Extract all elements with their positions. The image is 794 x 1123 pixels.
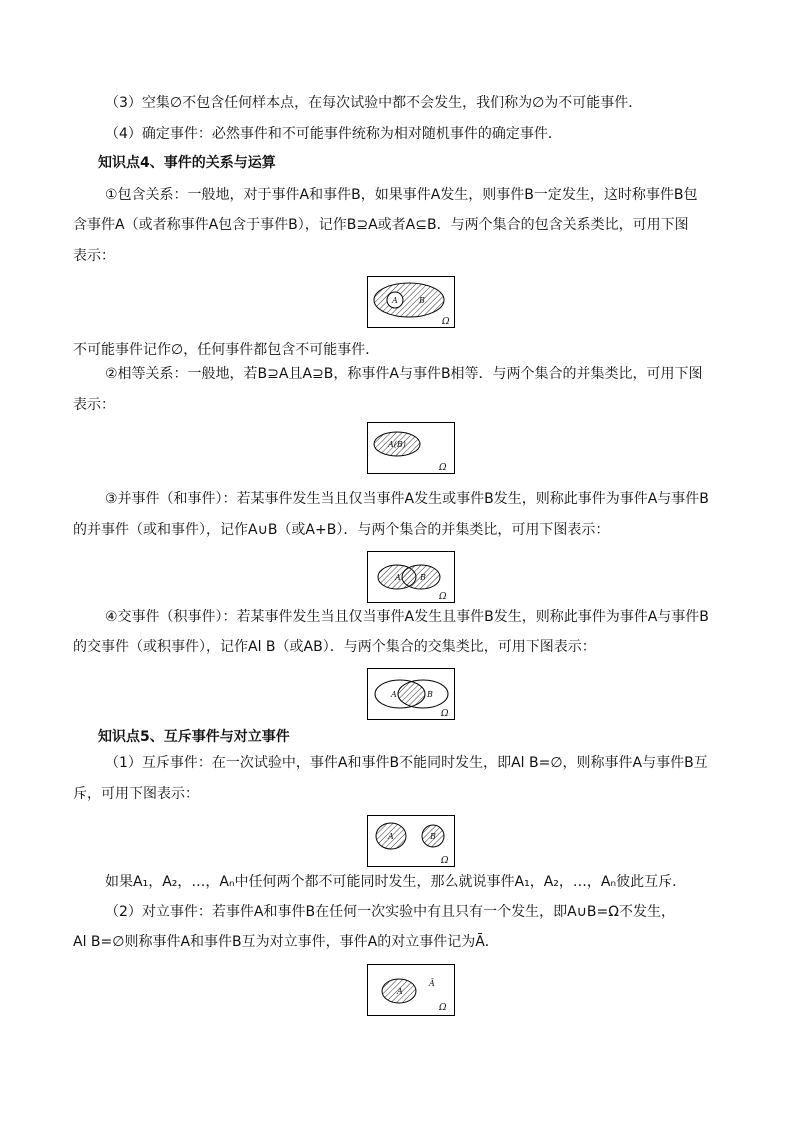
text-line-union-2: 的并事件（或和事件），记作A∪B（或A+B）．与两个集合的并集类比，可用下图表示：	[73, 522, 610, 538]
text-line-equality-1: ②相等关系：一般地，若B⊇A且A⊇B，称事件A与事件B相等．与两个集合的并集类比，可用下图	[105, 366, 703, 382]
text-line-complementary-1: （2）对立事件：若事件A和事件B在任何一次实验中有且只有一个发生，即A∪B=Ω不发生，	[105, 904, 675, 920]
venn-label: A	[391, 690, 397, 699]
venn-inclusion-figure	[367, 276, 455, 328]
omega-label: Ω	[441, 856, 449, 866]
text-line-impossible-subset: 不可能事件记作∅，任何事件都包含不可能事件．	[73, 342, 380, 358]
venn-mutually-exclusive-figure	[367, 815, 455, 867]
venn-complement-label: Ā	[429, 979, 435, 988]
text-line-inclusion-3: 表示：	[73, 248, 115, 264]
text-line-impossible-event: （3）空集∅不包含任何样本点，在每次试验中都不会发生，我们称为∅为不可能事件．	[105, 95, 643, 111]
text-line-inclusion-1: ①包含关系：一般地，对于事件A和事件B，如果事件A发生，则事件B一定发生，这时称事件B包	[105, 187, 698, 203]
omega-label: Ω	[439, 1003, 447, 1013]
venn-label: A	[392, 296, 398, 305]
omega-label: Ω	[442, 317, 450, 327]
section-heading-5: 知识点5、互斥事件与对立事件	[98, 729, 290, 745]
venn-equality-figure	[367, 422, 455, 474]
venn-label: A	[397, 987, 403, 996]
venn-label: B	[420, 573, 426, 582]
venn-label: A(B)	[388, 440, 406, 449]
text-line-inclusion-2: 含事件A（或者称事件A包含于事件B），记作B⊇A或者A⊆B．与两个集合的包含关系类比，可用下图	[73, 217, 689, 233]
text-line-mutually-exclusive-1: （1）互斥事件：在一次试验中，事件A和事件B不能同时发生，即Al B=∅，则称事件A与事件B互	[105, 755, 708, 771]
text-line-intersection-2: 的交事件（或积事件），记作Al B（或AB）．与两个集合的交集类比，可用下图表示：	[73, 639, 596, 655]
venn-complementary-figure	[367, 964, 455, 1016]
text-line-complementary-2: Al B=∅则称事件A和事件B互为对立事件，事件A的对立事件记为Ā．	[73, 934, 499, 950]
omega-label: Ω	[439, 592, 447, 602]
text-line-equality-2: 表示：	[73, 397, 115, 413]
venn-label: B	[430, 832, 436, 841]
venn-label: A	[395, 573, 401, 582]
venn-label: B	[419, 296, 425, 305]
omega-label: Ω	[441, 709, 449, 719]
venn-label: A	[388, 832, 394, 841]
text-line-mutually-exclusive-2: 斥，可用下图表示：	[73, 786, 199, 802]
venn-label: B	[427, 690, 433, 699]
text-line-union-1: ③并事件（和事件）：若某事件发生当且仅当事件A发生或事件B发生，则称此事件为事件A与事件B	[105, 491, 709, 507]
text-line-mutually-exclusive-3: 如果A₁，A₂，…，Aₙ中任何两个都不可能同时发生，那么就说事件A₁，A₂，…，Aₙ彼此互斥．	[105, 874, 687, 890]
omega-label: Ω	[439, 463, 447, 473]
text-line-intersection-1: ④交事件（积事件）：若某事件发生当且仅当事件A发生且事件B发生，则称此事件为事件A与事件B	[105, 609, 709, 625]
venn-union-figure	[367, 551, 455, 603]
text-line-certain-event: （4）确定事件：必然事件和不可能事件统称为相对随机事件的确定事件．	[105, 126, 562, 142]
section-heading-4: 知识点4、事件的关系与运算	[98, 155, 276, 171]
venn-intersection-figure	[367, 668, 455, 720]
